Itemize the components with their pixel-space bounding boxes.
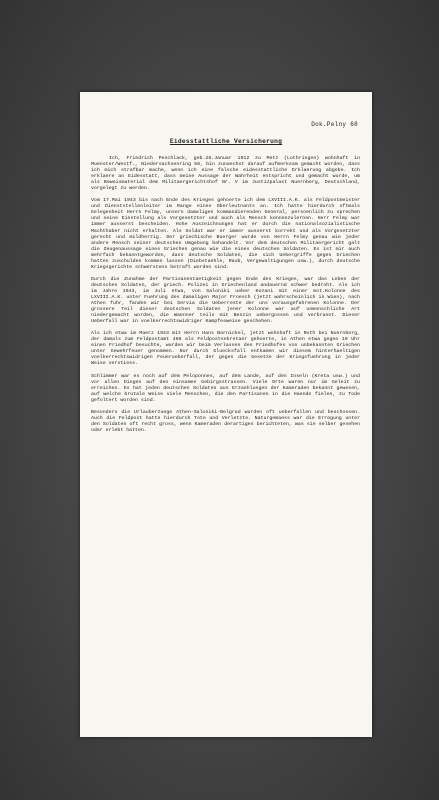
document-reference: Dok.Pelny 68	[311, 121, 358, 128]
paragraph-declarant: Ich, Friedrich Peschlack, geb.28.Januar 1912 zu Metz (Lothringen) wohnhaft in Muenster/Westf., Niedersachsenring 56, bin zunaechst darauf aufmerksam gemacht worden, dass ich mich strafbar mache, wenn ich eine falsche eidesstattliche Erklaerung abgebe. Ich erklaere an Eidesstatt, dass meine Aussage der Wahrheit entspricht und gemacht wurde, um als Beweismaterial dem Militaergerichtshof Nr. V im Justizpalast Nuernberg, Deutschland, vorgelegt zu werden.	[91, 156, 360, 192]
document-body	[91, 156, 360, 440]
paragraph-partisans: Durch die Zunahme der Partisanentaetigkeit gegen Ende des Krieges, war das Leben der deutschen Soldaten, der griech. Polizei in Griechenland andauernd schwer bedroht. Als ich im Jahre 1943, im Juli etwa, von Saloniki ueber Kozani mit einer mot.Kolonne des LXVIII.A.K. unter Fuehrung des damaligen Major Froesch (jetzt wahrscheinlich in Wien), nach Athen fuhr, fanden wir bei Servia die Ueberreste der uns vorausgefahrenen Kolonne. Der grossere Teil dieser deutschen Soldaten jener Kolonne war auf unmenschliche Art niedergemacht worden, die Waenner teils mit Benzin uebergossen und verbrannt. Dieser Ueberfall war in voelkerrechtswidriger Kampfesweise geschehen.	[91, 276, 360, 325]
document-page	[80, 92, 372, 737]
paragraph-service: Vom 17.Mai 1943 bis nach Ende des Krieges gehoerte ich dem LXVIII.A.K. als Feldpostmeister und Dienststellenleiter im Range eines Oberleutnants an. Ich hatte hierdurch oftmals Gelegenheit Herrn Felmy, unsern damaligen kommandierenden General, persoenlich zu sprechen und seine Einstellung als Vorgesetzter und auch als Mensch kennenzulernen. Herr Felmy war immer ausserst bescheiden. Hohe Auszeichnungen hat er durch die nationalsozialistische Machthaber nicht erhalten. Als Soldat war er immer ausserst korrekt und als Vorgesetzter gerecht und mildherzig. Der griechische Buerger wurde von Herrn Felmy genau wie jeder andere Mensch seiner deutschen Umgebung behandelt. Vor dem deutschen Militaergericht galt die Zeugenaussage eines Griechen genau wie die eines deutschen Soldaten. Es ist mir auch mehrfach bekanntgeworden, dass deutsche Soldaten, die sich Uebergriffe gegen Griechen hatten zuschulden kommen lassen (Diebstaehle, Raub, Vergewaltigungen usw.), durch deutsche Kriegsgerichte schwerstens betraft worden sind.	[91, 198, 360, 270]
paragraph-cemetery-attack: Als ich etwa im Maerz 1943 mit Herrn Hans Barnickel, jetzt wohnhaft in Roth bei Nuernberg, der damals zum Feldpostamt 468 als Feldpostsekretaer gehoerte, in Athen etwa gegen 19 Uhr einen Friedhof besuchte, wurden wir beim Verlassen des Friedhofes von unbekannten Griechen unter Gewehrfeuer genommen. Nur durch Gluecksfall entkamen wir diesem hinterhaeltigen voelkerrechtswidrigen Feuerueberfall, der gegen die Gesetze der Kriegsfuehrung in jeder Weise verstiess.	[91, 331, 360, 367]
paragraph-peloponnes: Schlimmer war es noch auf dem Peloponnes, auf dem Lande, auf den Inseln (Kreta usw.) und vor allen Dingen auf den einsamen Gebirgsstrassen. Viele Orte waren nur im Geleit zu erreichen. Es hat jeden deutschen Soldaten aus Erzaehlungen der Kameraden bekannt gewesen, auf welche brutale Weise viele Menschen, die den Partisanen in die Haende fielen, zu Tode gefoltert worden sind.	[91, 373, 360, 403]
paragraph-trains: Besonders die Urlauberzuege Athen-Saloniki-Belgrad wurden oft ueberfallen und beschossen. Auch die Feldpost hatte hierdurch Tote und Verletzte. Naturgemaess war die Erregung unter den Soldaten oft recht gross, wenn Kameraden derartiges berichteten, was sie selber gesehen oder erlebt hatten.	[91, 409, 360, 433]
document-title: Eidesstattliche Versicherung	[169, 138, 283, 145]
